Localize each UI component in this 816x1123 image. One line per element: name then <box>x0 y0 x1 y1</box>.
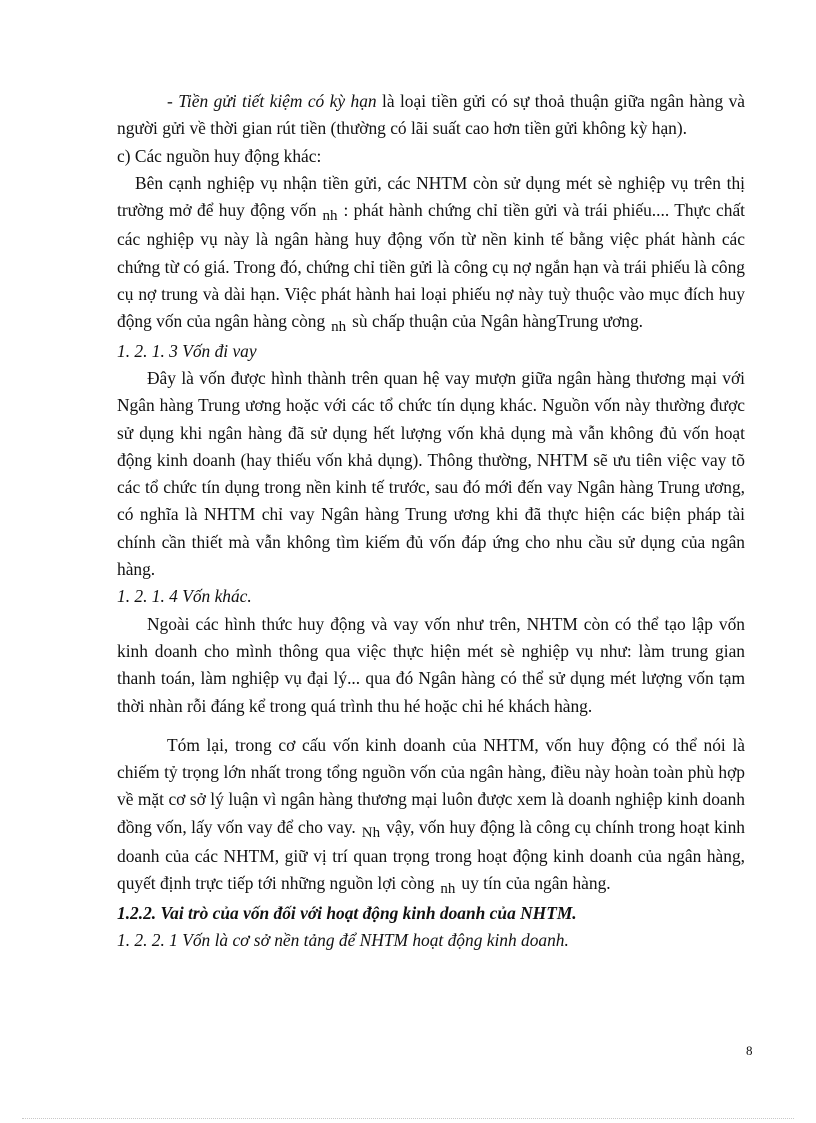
paragraph-text: Tóm lại, trong cơ cấu vốn kinh doanh của NHTM, vốn huy động có thể nói là chiếm tỷ trọng lớn nhất trong tổng nguồn vốn của ngân hàng, điều này hoàn toàn phù hợp về mặt cơ sở lý luận vì ngân hàng thương mại luôn được xem là doanh nghiệp kinh doanh đồng vốn, lấy vốn vay để cho vay. <box>117 734 745 837</box>
footer-divider <box>22 1118 794 1119</box>
paragraph-text: sù chấp thuận của Ngân hàngTrung ương. <box>352 311 644 332</box>
paragraph-text: Bên cạnh nghiệp vụ nhận tiền gửi, các NHTM còn sử dụng mét sè nghiệp vụ trên thị trường mở để huy động vốn <box>117 172 745 221</box>
heading-other-sources: c) Các nguồn huy động khác: <box>117 145 322 166</box>
heading-1214-other-capital: 1. 2. 1. 4 Vốn khác. <box>117 586 252 607</box>
term-deposit-term: Tiền gửi tiết kiệm có kỳ hạn <box>178 91 377 111</box>
page-content <box>117 88 745 954</box>
garbled-nh-text: nh <box>331 319 347 336</box>
paragraph-borrowed-capital: Đây là vốn được hình thành trên quan hệ vay mượn giữa ngân hàng thương mại với Ngân hàng Trung ương hoặc với các tổ chức tín dụng khác. Nguồn vốn này thường được sử dụng khi ngân hàng đã sử dụng hết lượng vốn khả dụng mà vẫn không đủ vốn hoạt động kinh doanh (hay thiếu vốn khả dụng). Thông thường, NHTM sẽ ưu tiên việc vay tõ các tổ chức tín dụng trong nền kinh tế trước, sau đó mới đến vay Ngân hàng Trung ương, có nghĩa là NHTM chỉ vay Ngân hàng Trung ương khi đã thực hiện các biện pháp tài chính cần thiết mà vẫn không tìm kiếm đủ vốn đáp ứng cho nhu cầu sử dụng của ngân hàng. <box>117 367 745 580</box>
garbled-nh-text: nh <box>440 881 456 898</box>
heading-122-role-of-capital: 1.2.2. Vai trò của vốn đối với hoạt động kinh doanh của NHTM. <box>117 902 577 923</box>
paragraph-savings-term-deposit <box>117 88 745 143</box>
paragraph-text: : phát hành chứng chỉ tiền gửi và trái phiếu.... Thực chất các nghiệp vụ này là ngân hàng huy động vốn từ nền kinh tế bằng việc phát hành các chứng từ có giá. Trong đó, chứng chỉ tiền gửi là công cụ nợ ngắn hạn và trái phiếu là công cụ nợ trung và dài hạn. Việc phát hành hai loại phiếu nợ này tuỳ thuộc vào mục đích huy động vốn của ngân hàng còng <box>117 200 745 332</box>
dash-prefix: - <box>167 91 179 111</box>
page-number: 8 <box>746 1043 753 1058</box>
heading-1221-capital-foundation: 1. 2. 2. 1 Vốn là cơ sở nền tảng để NHTM hoạt động kinh doanh. <box>117 929 569 950</box>
paragraph-other-sources <box>117 170 745 338</box>
garbled-nh-text: Nh <box>361 824 381 841</box>
heading-1213-borrowed-capital: 1. 2. 1. 3 Vốn đi vay <box>117 340 257 361</box>
paragraph-other-capital: Ngoài các hình thức huy động và vay vốn như trên, NHTM còn có thể tạo lập vốn kinh doanh cho mình thông qua việc thực hiện mét sè nghiệp vụ như: làm trung gian thanh toán, làm nghiệp vụ đại lý... qua đó Ngân hàng có thể sử dụng mét lượng vốn tạm thời nhàn rỗi đáng kể trong quá trình thu hé hoặc chi hé khách hàng. <box>117 613 745 716</box>
paragraph-text: uy tín của ngân hàng. <box>461 873 611 894</box>
paragraph-text: vậy, vốn huy động là công cụ chính trong hoạt kinh doanh của các NHTM, giữ vị trí quan trọng trong hoạt động kinh doanh của ngân hàng, quyết định trực tiếp tới những nguồn lợi còng <box>117 816 745 894</box>
garbled-nh-text: nh <box>322 208 338 225</box>
paragraph-text: là loại tiền gửi có sự thoả thuận giữa ngân hàng và người gửi về thời gian rút tiền (thường có lãi suất cao hơn tiền gửi không kỳ hạn). <box>117 91 745 139</box>
paragraph-summary <box>117 732 745 900</box>
